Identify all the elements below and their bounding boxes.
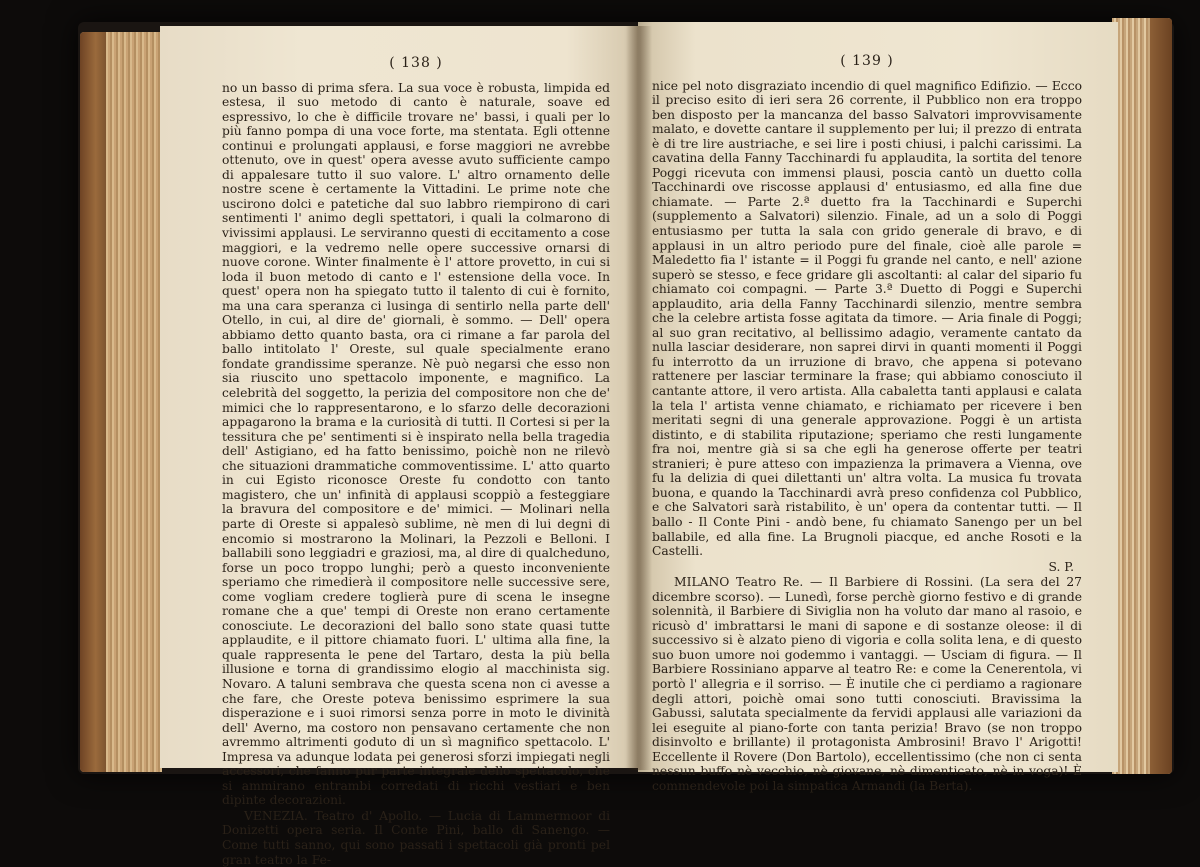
page-number-right: ( 139 ): [840, 53, 894, 69]
left-cover: [80, 32, 106, 772]
right-page: [638, 22, 1118, 793]
signature-initials: S. P.: [1048, 559, 1074, 574]
left-page: [160, 26, 638, 867]
left-page-edges: [80, 32, 162, 772]
left-paragraph-1: no un basso di prima sfera. La sua voce è robusta, limpida ed estesa, il suo metodo di canto è naturale, soave ed espressivo, lo che è difficile trovare ne' bassi, i quali per lo più fanno pompa di una voce forte, ma stentata. Egli ottenne continui e prolungati applausi, e forse maggiori ne avrebbe ottenuto, ove in quest' opera avesse avuto sufficiente campo di appalesare tutto il suo valore. L' altro ornamento delle nostre scene è certamente la Vittadini. Le prime note che uscirono dolci e patetiche dal suo labbro riempirono di cari sentimenti l' animo degli spettatori, i quali la colmarono di vivissimi applausi. Le serviranno questi di eccitamento a cose maggiori, e la vedremo nelle opere successive ornarsi di nuove corone. Winter finalmente è l' attore provetto, in cui si loda il buon metodo di canto e l' estensione della voce. In quest' opera non ha spiegato tutto il talento di cui è fornito, ma una cara speranza ci lusinga di sentirlo nella parte dell' Otello, in cui, al dire de' giornali, è sommo. — Dell' opera abbiamo detto quanto basta, ora ci rimane a far parola del ballo intitolato l' Oreste, sul quale specialmente erano fondate grandissime speranze. Nè può negarsi che esso non sia riuscito uno spettacolo imponente, e magnifico. La celebrità del soggetto, la perizia del compositore non che de' mimici che lo rappresentarono, e lo sfarzo delle decorazioni appagarono la brama e la curiosità di tutti. Il Cortesi si per la tessitura che pe' sentimenti si è inspirato nella bella tragedia dell' Astigiano, ed ha fatto benissimo, poichè non ne rilevò che situazioni drammatiche commoventissime. L' atto quarto in cui Egisto riconosce Oreste fu condotto con tanto magistero, che un' infinità di applausi scoppiò a festeggiare la bravura del compositore e de' mimici. — Molinari nella parte di Oreste si appalesò sublime, nè men di lui degni di encomio si mostrarono la Molinari, la Pezzoli e Belloni. I ballabili sono leggiadri e graziosi, ma, al dire di qualcheduno, forse un poco troppo lunghi; però a questo inconveniente speriamo che rimedierà il compositore nelle successive sere, come vogliam credere toglierà pure di scena le insegne romane che a que' tempi di Oreste non erano certamente conosciute. Le decorazioni del ballo sono state quasi tutte applaudite, e il pittore chiamato fuori. L' ultima alla fine, la quale rappresenta le pene del Tartaro, desta la più bella illusione e torna di grandissimo elogio al macchinista sig. Novaro. A taluni sembrava che questa scena non ci avesse a che fare, che Oreste poteva benissimo esprimere la sua disperazione e i suoi rimorsi senza porre in moto le divinità dell' Averno, ma costoro non pensavano certamente che non avremmo altrimenti goduto di un sì magnifico spettacolo. L' Impresa va adunque lodata pei generosi sforzi impiegati negli accessori, che fanno pur parte integrale dello spettacolo, che si ammirano entrambi corredati di ricchi vestiari e ben dipinte decorazioni.: [222, 80, 610, 808]
left-paragraph-venezia: VENEZIA. Teatro d' Apollo. — Lucia di Lammermoor di Donizetti opera seria. Il Conte Pini, ballo di Sanengo. — Come tutti sanno, qui sono passati i spettacoli già pronti pel gran teatro la Fe-: [222, 808, 610, 867]
right-paragraph-1: nice pel noto disgraziato incendio di quel magnifico Edifizio. — Ecco il preciso esito di ieri sera 26 corrente, il Pubblico non era troppo ben disposto per la mancanza del basso Salvatori improvvisamente malato, e dovette cantare il supplemento per lui; il prezzo di entrata è di tre lire austriache, e sei lire i posti chiusi, i palchi carissimi. La cavatina della Fanny Tacchinardi fu applaudita, la sortita del tenore Poggi ricevuta con immensi plausi, poscia cantò un duetto colla Tacchinardi ove riscosse applausi d' entusiasmo, ed alla fine due chiamate. — Parte 2.ª duetto fra la Tacchinardi e Superchi (supplemento a Salvatori) silenzio. Finale, ad un a solo di Poggi entusiasmo per tutta la sala con grido generale di bravo, e di applausi in un altro periodo pure del finale, cioè alle parole = Maledetto fia l' istante = il Poggi fu grande nel canto, e nell' azione superò se stesso, e fece gridare gli ascoltanti: al calar del sipario fu chiamato coi compagni. — Parte 3.ª Duetto di Poggi e Superchi applaudito, aria della Fanny Tacchinardi silenzio, mentre sembra che la celebre artista fosse agitata da timore. — Aria finale di Poggi; al suo gran recitativo, al bellissimo adagio, veramente cantato da nulla lasciar desiderare, non saprei dirvi in quanti momenti il Poggi fu interrotto da un irruzione di bravo, che appena si potevano rattenere per lasciar terminare la frase; qui abbiamo conosciuto il cantante attore, il vero artista. Alla cabaletta tanti applausi e calata la tela l' artista venne chiamato, e richiamato per ricevere i ben meritati segni di una generale approvazione. Poggi è un artista distinto, e di stabilita riputazione; speriamo che resti lungamente fra noi, mentre già si sa che egli ha generose offerte per teatri stranieri; è pure atteso con impazienza la primavera a Vienna, ove fu la delizia di quei dilettanti un' altra volta. La musica fu trovata buona, e quando la Tacchinardi avrà preso confidenza col Pubblico, e che Salvatori sarà ristabilito, è un' opera da contentar tutti. — Il ballo - Il Conte Pini - andò bene, fu chiamato Sanengo per un bel ballabile, ed alla fine. La Brugnoli piacque, ed anche Rosoti e la Castelli.: [652, 78, 1082, 559]
right-cover: [1150, 18, 1172, 774]
page-number-left: ( 138 ): [389, 55, 443, 71]
right-paragraph-milano: MILANO Teatro Re. — Il Barbiere di Rossini. (La sera del 27 dicembre scorso). — Lunedì, forse perchè giorno festivo e di grande solennità, il Barbiere di Siviglia non ha voluto dar mano al rasoio, e ricusò d' imbrattarsi le mani di sapone e di sostanze oleose: il di successivo si è alzato pieno di vigoria e colla solita lena, e di questo suo buon umore noi godemmo i vantaggi. — Usciam di figura. — Il Barbiere Rossiniano apparve al teatro Re: e come la Cenerentola, vi portò l' allegria e il sorriso. — È inutile che ci perdiamo a ragionare degli attori, poichè omai sono tutti conosciuti. Bravissima la Gabussi, salutata specialmente da fervidi applausi alle variazioni da lei eseguite al piano-forte con tanta perizia! Bravo (se non troppo disinvolto e brillante) il protagonista Ambrosini! Bravo l' Arigotti! Eccellente il Rovere (Don Bartolo), eccellentissimo (che non ci senta nessun buffo nè vecchio, nè giovane, nè dimenticato, nè in voga)! È commendevole poi la simpatica Armandi (la Berta).: [652, 575, 1082, 793]
right-page-edges: [1112, 18, 1172, 774]
